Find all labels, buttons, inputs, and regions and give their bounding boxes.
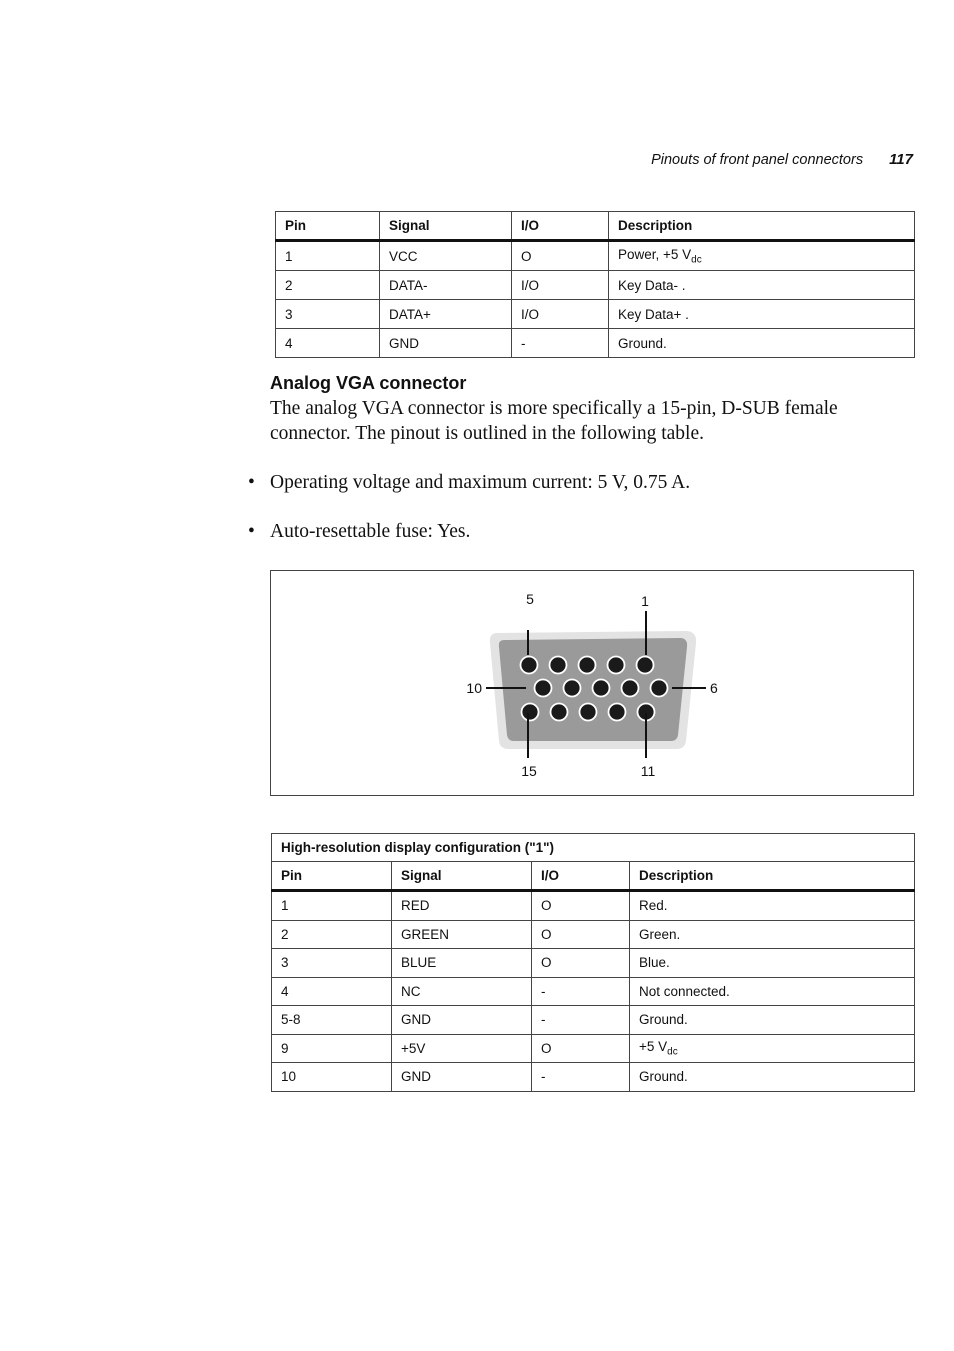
io-cell: O [532,920,630,949]
table-row [272,891,915,921]
pin-label-1: 1 [641,593,649,609]
bullet-text: Auto-resettable fuse: Yes. [270,521,471,542]
pin-hole-14 [551,704,568,721]
bullet-item [248,519,470,544]
pin-cell: 10 [272,1063,392,1092]
description-subscript: dc [691,254,702,266]
pin-cell: 5-8 [272,1006,392,1035]
pin-label-11: 11 [640,763,656,779]
description-text: Power, +5 V [618,246,692,262]
pin-hole-13 [580,704,597,721]
signal-cell: GND [392,1006,532,1035]
signal-cell: DATA- [380,271,512,300]
table-row [276,300,915,329]
pin-hole-9 [564,680,581,697]
keyboard-pinout-table [275,211,915,358]
description-cell: Blue. [630,949,915,978]
io-cell: - [532,1063,630,1092]
pin-hole-7 [622,680,639,697]
description-text: +5 V [639,1038,668,1054]
signal-cell: BLUE [392,949,532,978]
pin-label-10: 10 [466,680,482,696]
table-row [272,1006,915,1035]
pin-hole-10 [535,680,552,697]
pin-label-15: 15 [521,763,537,779]
io-cell: O [532,891,630,921]
bullet-mark: • [248,521,255,542]
signal-cell: GND [380,329,512,358]
vga-pinout-table [271,833,915,1092]
pin-hole-6 [651,680,668,697]
vga-connector-figure [270,570,914,796]
table-row [272,977,915,1006]
table-row [276,241,915,271]
pin-hole-5 [521,657,538,674]
pin-hole-3 [579,657,596,674]
column-header-pin: Pin [276,212,380,241]
section-heading: Analog VGA connector [270,373,467,393]
table-row [272,1063,915,1092]
signal-cell: DATA+ [380,300,512,329]
pin-cell: 3 [272,949,392,978]
io-cell: O [532,1034,630,1063]
io-cell: O [532,949,630,978]
pin-label-6: 6 [710,680,718,696]
vga-connector-diagram [271,571,913,795]
description-cell: Ground. [630,1006,915,1035]
bullet-mark: • [248,472,255,493]
description-cell: Key Data- . [609,271,915,300]
description-cell: Key Data+ . [609,300,915,329]
table-row [272,1034,915,1063]
pin-hole-2 [608,657,625,674]
pin-hole-15 [522,704,539,721]
io-cell: - [532,1006,630,1035]
io-cell: - [532,977,630,1006]
io-cell: I/O [512,300,609,329]
pin-label-5: 5 [526,591,534,607]
pin-hole-8 [593,680,610,697]
signal-cell: GND [392,1063,532,1092]
signal-cell: VCC [380,241,512,271]
pin-cell: 2 [272,920,392,949]
column-header-signal: Signal [392,862,532,891]
description-cell: Ground. [609,329,915,358]
page-number: 117 [889,151,913,168]
pin-cell: 2 [276,271,380,300]
io-cell: I/O [512,271,609,300]
description-cell [609,241,915,271]
signal-cell: +5V [392,1034,532,1063]
pin-hole-4 [550,657,567,674]
bullet-text: Operating voltage and maximum current: 5 V, 0.75 A. [270,472,691,493]
table-row [272,920,915,949]
pin-hole-1 [637,657,654,674]
column-header-signal: Signal [380,212,512,241]
pin-cell: 4 [272,977,392,1006]
table-row [276,271,915,300]
pin-cell: 1 [276,241,380,271]
column-header-io: I/O [512,212,609,241]
body-paragraph: The analog VGA connector is more specifically a 15-pin, D-SUB female connector. The pinout is outlined in the following table. [270,398,838,444]
column-header-io: I/O [532,862,630,891]
running-title: Pinouts of front panel connectors [651,152,864,168]
signal-cell: NC [392,977,532,1006]
pin-cell: 1 [272,891,392,921]
description-cell: Red. [630,891,915,921]
description-subscript: dc [667,1046,678,1058]
pin-cell: 4 [276,329,380,358]
pin-cell: 9 [272,1034,392,1063]
description-cell: Green. [630,920,915,949]
description-cell: Not connected. [630,977,915,1006]
pin-cell: 3 [276,300,380,329]
bullet-item [248,470,690,495]
column-header-description: Description [609,212,915,241]
table-row [272,949,915,978]
signal-cell: RED [392,891,532,921]
running-head [560,151,913,168]
signal-cell: GREEN [392,920,532,949]
description-cell: Ground. [630,1063,915,1092]
column-header-description: Description [630,862,915,891]
pin-hole-12 [609,704,626,721]
io-cell: - [512,329,609,358]
io-cell: O [512,241,609,271]
table-row [276,329,915,358]
description-cell [630,1034,915,1063]
table-caption: High-resolution display configuration ("1") [272,834,915,862]
column-header-pin: Pin [272,862,392,891]
